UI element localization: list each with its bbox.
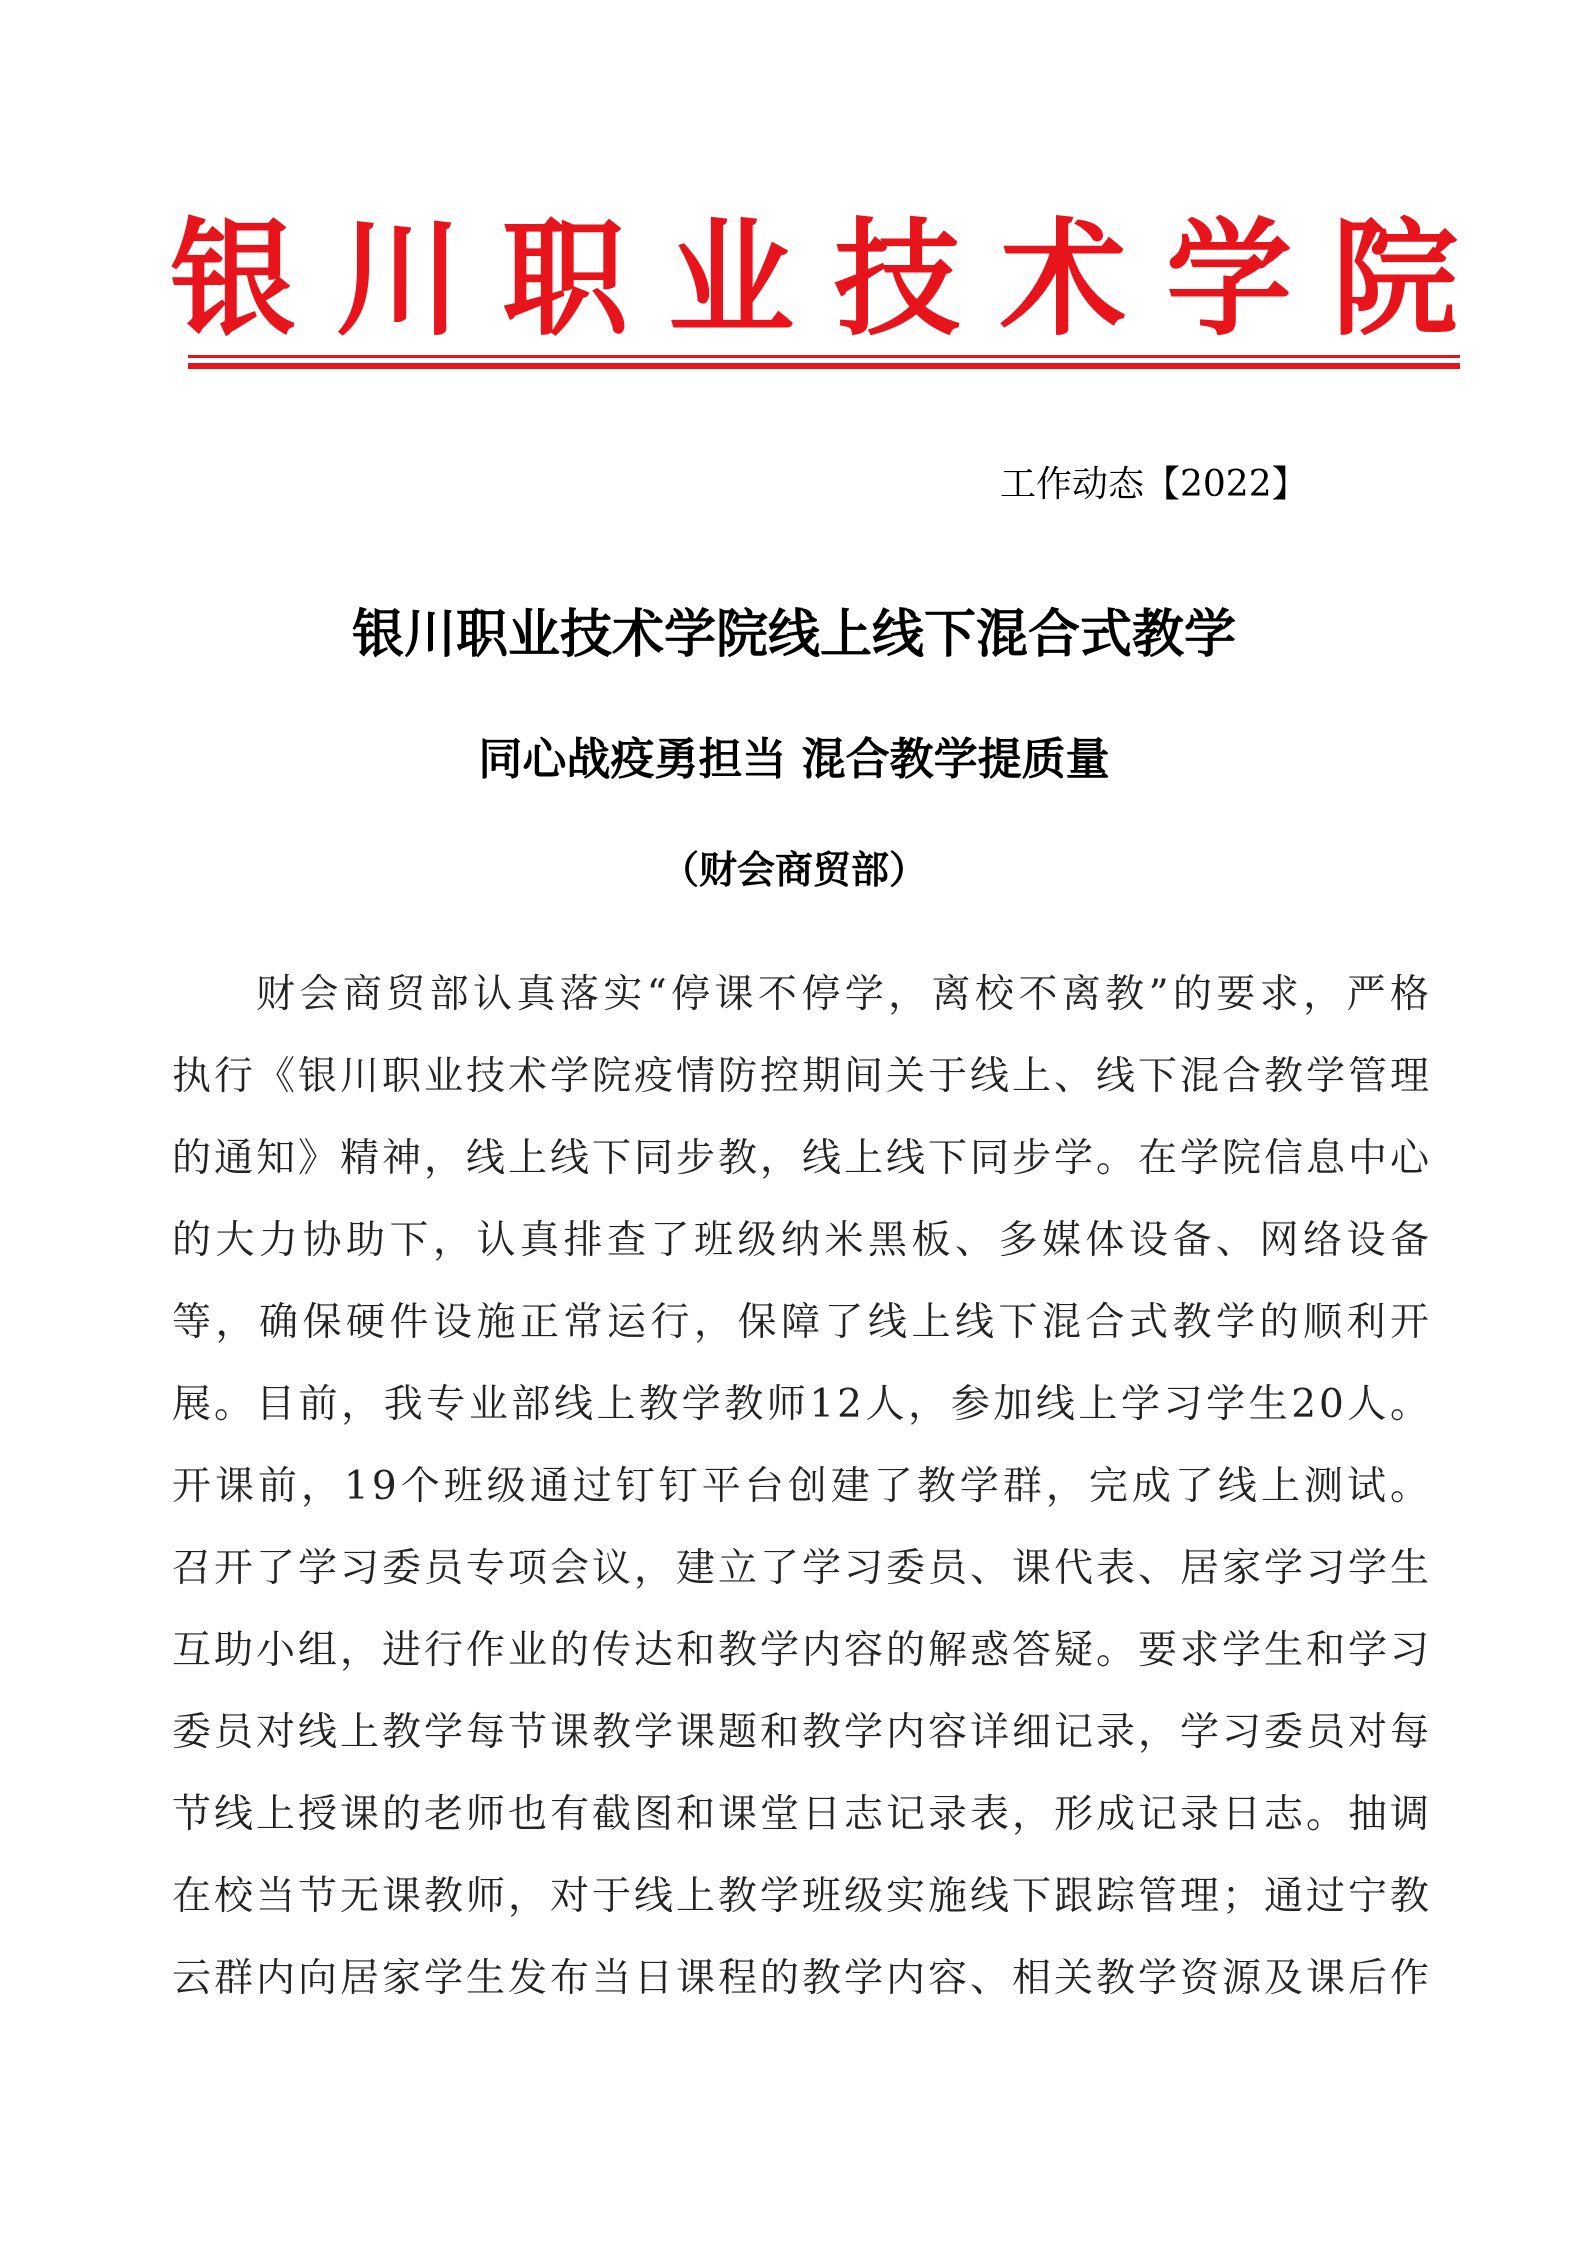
body-paragraph-1: 财会商贸部认真落实“停课不停学，离校不离教”的要求，严格执行《银川职业技术学院疫情防控期间关于线上、线下混合教学管理的通知》精神，线上线下同步教，线上线下同步学。在学院信息中心的大力协助下，认真排查了班级纳米黑板、多媒体设备、网络设备等，确保硬件设施正常运行，保障了线上线下混合式教学的顺利开展。 [172, 972, 1433, 1427]
article-subtitle: 同心战疫勇担当 混合教学提质量 [478, 734, 1110, 785]
article-department: （财会商贸部） [660, 848, 927, 892]
masthead-rule-thin [188, 355, 1460, 358]
body-paragraph-2: 目前，我专业部线上教学教师12人，参加线上学习学生20人。开课前，19个班级通过钉钉平台创建了教学群，完成了线上测试。召开了学习委员专项会议，建立了学习委员、课代表、居家学习学生互助小组，进行作业的传达和教学内容的解惑答疑。要求学生和学习委员对线上教学每节课教学课题和教学内容详细记录，学习委员对每节线上授课的老师也有截图和课堂日志记录表，形成记录日志。抽调在校当节无课教师，对于线上教学班级实施线下跟踪管理；通过宁教云群内向居家学生发布当日课程的教学内容、相关教学资源及课后作 [172, 1382, 1433, 2001]
masthead-rule-thick [188, 363, 1460, 369]
issue-label: 工作动态【2022】 [1000, 464, 1308, 505]
institution-masthead: 银川职业技术学院 [170, 206, 1498, 353]
article-title: 银川职业技术学院线上线下混合式教学 [351, 605, 1236, 665]
